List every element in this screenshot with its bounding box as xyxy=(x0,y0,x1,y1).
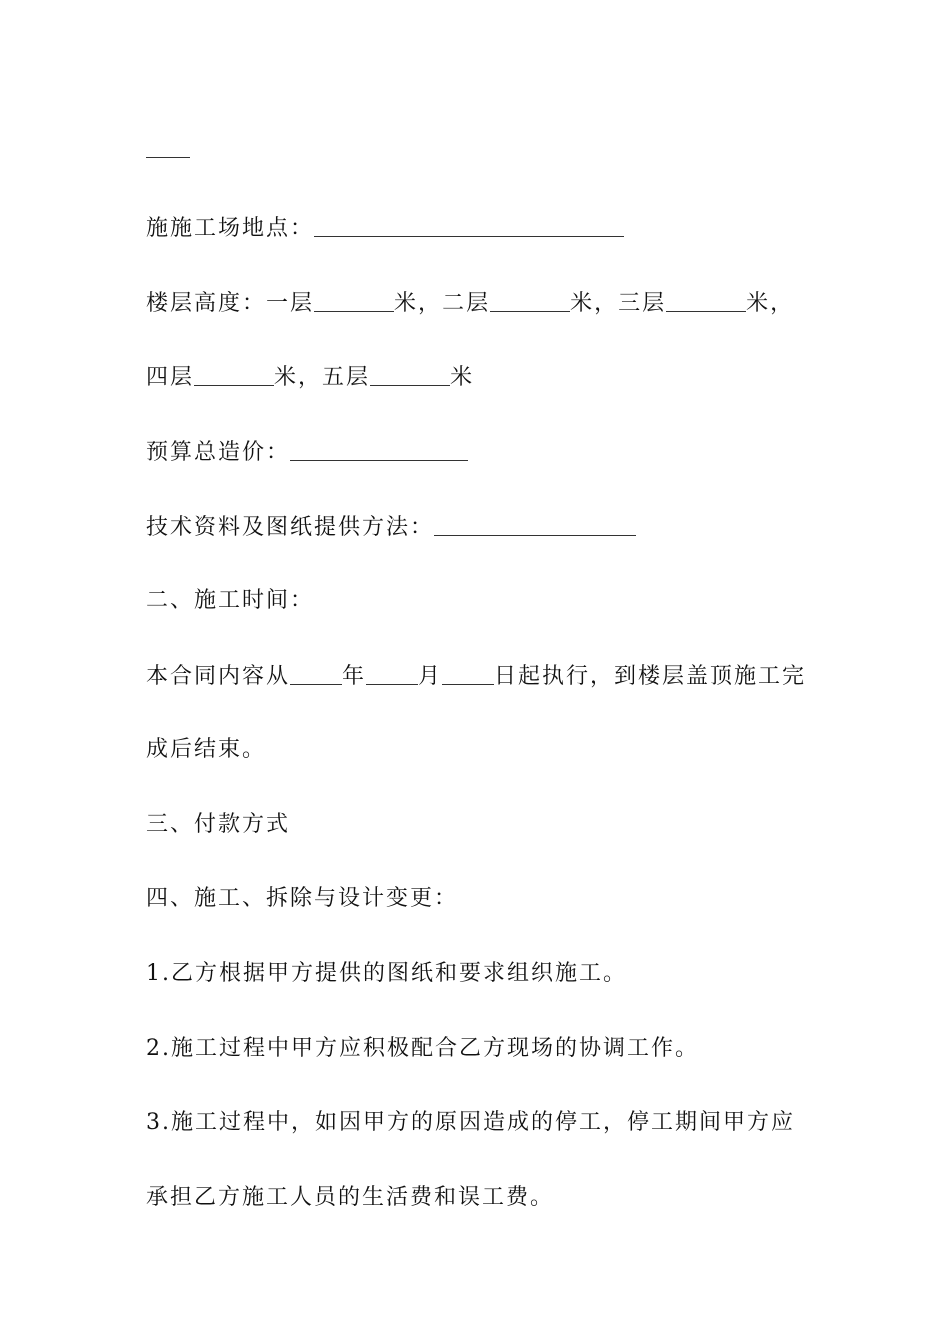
floor-5-blank[interactable] xyxy=(370,363,450,386)
floor-4-blank[interactable] xyxy=(194,363,274,386)
floor-2-unit: 米 xyxy=(570,291,595,316)
section-3-title: 三、付款方式 xyxy=(146,812,291,837)
floor-5-label: 五层 xyxy=(322,365,371,390)
section-2-title: 二、施工时间： xyxy=(146,588,315,613)
item-3-line-2: 承担乙方施工人员的生活费和误工费。 xyxy=(146,1185,555,1210)
budget-label: 预算总造价： xyxy=(146,440,291,465)
day-blank[interactable] xyxy=(442,662,494,685)
site-location-line xyxy=(146,212,624,244)
floor-1-unit: 米 xyxy=(394,291,419,316)
floor-2-blank[interactable] xyxy=(490,289,570,312)
item-1: 1.乙方根据甲方提供的图纸和要求组织施工。 xyxy=(146,961,627,986)
year-label: 年 xyxy=(342,664,367,689)
floor-4-label: 四层 xyxy=(146,365,195,390)
floor-5-unit: 米 xyxy=(450,365,475,390)
comma: ， xyxy=(594,291,619,316)
floor-2-label: 二层 xyxy=(442,291,491,316)
floor-3-blank[interactable] xyxy=(666,289,746,312)
tech-docs-label: 技术资料及图纸提供方法： xyxy=(146,515,435,540)
floor-1-blank[interactable] xyxy=(314,289,394,312)
floor-1-label: 一层 xyxy=(266,291,315,316)
floor-3-label: 三层 xyxy=(618,291,667,316)
comma: ， xyxy=(770,291,795,316)
floor-height-label: 楼层高度： xyxy=(146,291,267,316)
section-4-title: 四、施工、拆除与设计变更： xyxy=(146,886,459,911)
time-prefix: 本合同内容从 xyxy=(146,664,291,689)
time-line-1 xyxy=(146,660,806,692)
site-location-label: 施施工场地点： xyxy=(146,216,315,241)
top-blank-line xyxy=(146,157,190,158)
floor-3-unit: 米 xyxy=(746,291,771,316)
time-line-2: 成后结束。 xyxy=(146,737,267,762)
comma: ， xyxy=(418,291,443,316)
item-3-line-1: 3.施工过程中，如因甲方的原因造成的停工，停工期间甲方应 xyxy=(146,1110,795,1135)
month-blank[interactable] xyxy=(366,662,418,685)
year-blank[interactable] xyxy=(290,662,342,685)
site-location-blank[interactable] xyxy=(314,214,624,237)
budget-blank[interactable] xyxy=(290,438,468,461)
tech-docs-line xyxy=(146,511,636,543)
budget-line xyxy=(146,436,468,468)
comma: ， xyxy=(298,365,323,390)
floor-4-unit: 米 xyxy=(274,365,299,390)
floor-height-line-2 xyxy=(146,361,474,393)
day-label: 日起执行，到楼层盖顶施工完 xyxy=(494,664,807,689)
item-2: 2.施工过程中甲方应积极配合乙方现场的协调工作。 xyxy=(146,1036,699,1061)
floor-height-line-1 xyxy=(146,287,794,319)
tech-docs-blank[interactable] xyxy=(434,513,636,536)
month-label: 月 xyxy=(418,664,443,689)
